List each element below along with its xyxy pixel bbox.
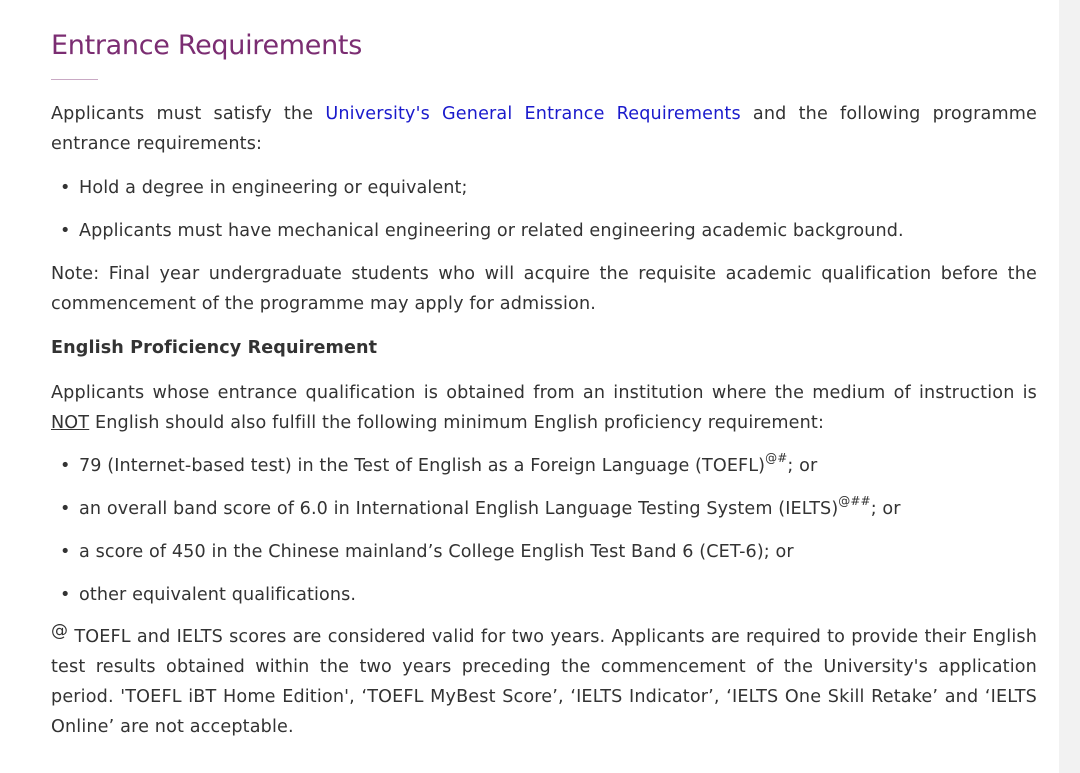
requirements-list — [51, 173, 1037, 246]
right-scroll-gutter — [1059, 0, 1080, 773]
bullet-icon: • — [60, 456, 71, 476]
intro-prefix: Applicants must satisfy the — [51, 104, 326, 124]
list-item — [51, 173, 1037, 203]
cet6-requirement-text: a score of 450 in the Chinese mainland’s College English Test Band 6 (CET-6); or — [79, 542, 794, 562]
other-qualifications-text: other equivalent qualifications. — [79, 585, 357, 605]
footnote-paragraph — [51, 622, 1037, 742]
requirement-text: Applicants must have mechanical engineering or related engineering academic background. — [79, 221, 904, 241]
footnote-text: TOEFL and IELTS scores are considered valid for two years. Applicants are required to provide their English test results obtained within the two years preceding the commencement of the University's application period. 'TOEFL iBT Home Edition', ‘TOEFL MyBest Score’, ‘IELTS Indicator’, ‘IELTS One Skill Retake’ and ‘IELTS Online’ are not acceptable. — [51, 627, 1037, 737]
english-intro-paragraph — [51, 378, 1037, 438]
intro-suffix: and the following programme entrance requirements: — [51, 104, 1038, 154]
footnote-at-marker: @ — [51, 621, 69, 641]
footnote-marker: @## — [838, 494, 871, 509]
bullet-icon: • — [60, 585, 71, 605]
entrance-requirements-section — [51, 28, 1037, 742]
list-item — [51, 580, 1037, 610]
footnote-marker: @# — [765, 451, 788, 466]
list-item — [51, 537, 1037, 567]
bullet-icon: • — [60, 499, 71, 519]
title-underline-divider — [51, 79, 98, 80]
note-paragraph: Note: Final year undergraduate students who will acquire the requisite academic qualification before the commencement of the programme may apply for admission. — [51, 264, 1037, 314]
general-entrance-requirements-link[interactable]: University's General Entrance Requirements — [325, 104, 741, 124]
english-intro-prefix: Applicants whose entrance qualification is obtained from an institution where the medium of instruction is — [51, 383, 1037, 403]
intro-paragraph — [51, 99, 1037, 159]
requirement-text: Hold a degree in engineering or equivalent; — [79, 178, 468, 198]
section-title: Entrance Requirements — [51, 30, 362, 61]
english-intro-suffix: English should also fulfill the following minimum English proficiency requirement: — [89, 413, 825, 433]
bullet-icon: • — [60, 178, 71, 198]
list-item — [51, 216, 1037, 246]
not-emphasis: NOT — [51, 413, 90, 433]
bullet-icon: • — [60, 542, 71, 562]
english-proficiency-heading: English Proficiency Requirement — [51, 338, 378, 358]
item-tail: ; or — [787, 456, 818, 476]
list-item — [51, 494, 1037, 524]
item-tail: ; or — [870, 499, 901, 519]
toefl-requirement-text: 79 (Internet-based test) in the Test of English as a Foreign Language (TOEFL) — [79, 456, 766, 476]
list-item — [51, 451, 1037, 481]
ielts-requirement-text: an overall band score of 6.0 in International English Language Testing System (IELTS) — [79, 499, 839, 519]
english-requirements-list — [51, 451, 1037, 610]
bullet-icon: • — [60, 221, 71, 241]
